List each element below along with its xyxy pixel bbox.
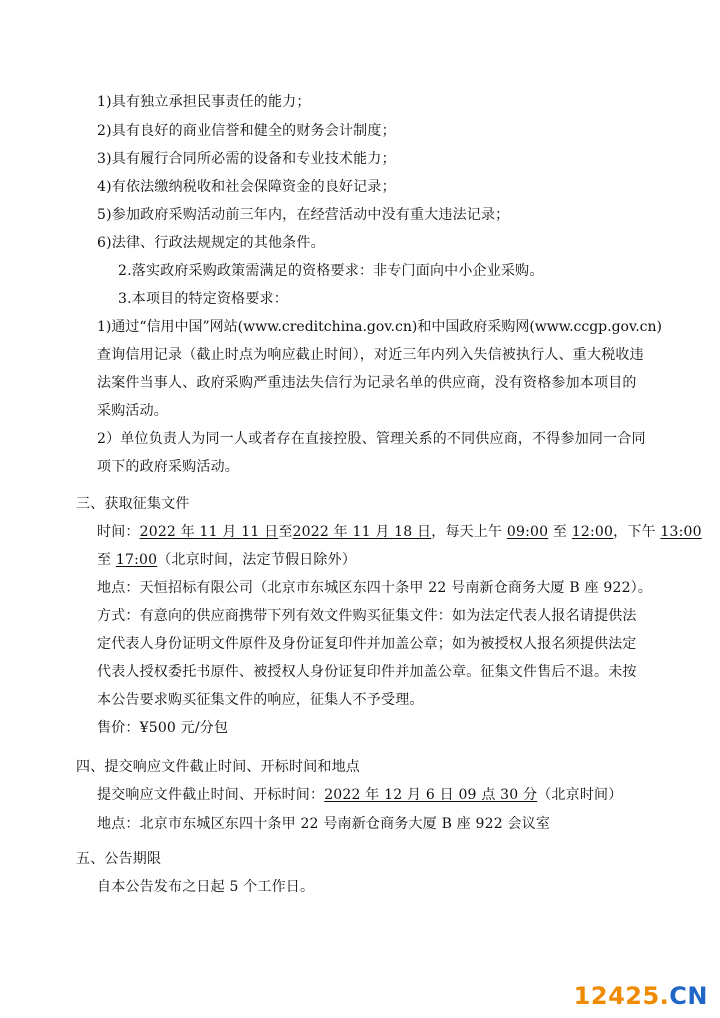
section-4-place: 地点：北京市东城区东四十条甲 22 号南新仓商务大厦 B 座 922 会议室	[97, 816, 551, 832]
am-to: 至	[548, 524, 572, 540]
section-3-method-line-1: 方式：有意向的供应商携带下列有效文件购买征集文件：如为法定代表人报名请提供法	[97, 608, 637, 624]
special-requirement-1-line-4: 采购活动。	[97, 403, 168, 419]
special-requirement-1-line-2: 查询信用记录（截止时点为响应截止时间），对近三年内列入失信被执行人、重大税收违	[97, 347, 644, 363]
section-3-price: 售价：¥500 元/分包	[97, 720, 229, 736]
section-5-text: 自本公告发布之日起 5 个工作日。	[97, 879, 315, 895]
watermark-dot: .	[659, 982, 670, 1010]
section-3-method-line-3: 代表人授权委托书原件、被授权人身份证复印件并加盖公章。征集文件售后不退。未按	[97, 664, 637, 680]
section-3-heading: 三、获取征集文件	[76, 496, 190, 512]
special-requirement-1-line-1: 1)通过“信用中国”网站(www.creditchina.gov.cn)和中国政府采购网(www.ccgp.gov.cn)	[97, 319, 662, 335]
watermark-suffix: CN	[669, 982, 708, 1010]
qualification-item-5: 5)参加政府采购活动前三年内，在经营活动中没有重大违法记录；	[97, 207, 510, 223]
special-requirement-2-line-1: 2）单位负责人为同一人或者存在直接控股、管理关系的不同供应商，不得参加同一合同	[97, 431, 646, 447]
time-start: 2022 年 11 月 11 日	[139, 524, 279, 540]
section-3-place: 地点：天恒招标有限公司（北京市东城区东四十条甲 22 号南新仓商务大厦 B 座 922）。	[97, 580, 653, 596]
special-requirement-2-line-2: 项下的政府采购活动。	[97, 459, 239, 475]
pm-label: ，下午	[613, 524, 661, 540]
watermark-number: 12425	[573, 982, 660, 1010]
deadline-label: 提交响应文件截止时间、开标时间：	[97, 787, 325, 803]
time-label: 时间：	[97, 524, 140, 540]
time-daily: ，每天上午	[431, 524, 507, 540]
special-requirements-heading: 3.本项目的特定资格要求：	[118, 291, 288, 307]
section-3-time-continued	[97, 550, 356, 570]
pm-start: 13:00	[660, 524, 702, 540]
deadline-value: 2022 年 12 月 6 日 09 点 30 分	[324, 787, 538, 803]
pm-to: 至	[97, 552, 116, 568]
section-3-method-line-4: 本公告要求购买征集文件的响应，征集人不予受理。	[97, 692, 424, 708]
pm-end: 17:00	[115, 552, 158, 568]
special-requirement-1-line-3: 法案件当事人、政府采购严重违法失信行为记录名单的供应商，没有资格参加本项目的	[97, 375, 637, 391]
qualification-item-3: 3)具有履行合同所必需的设备和专业技术能力；	[97, 151, 396, 167]
section-4-deadline	[97, 785, 622, 805]
qualification-item-4: 4)有依法缴纳税收和社会保障资金的良好记录；	[97, 179, 396, 195]
am-end: 12:00	[571, 524, 614, 540]
time-note: （北京时间，法定节假日除外）	[157, 552, 357, 568]
section-4-heading: 四、提交响应文件截止时间、开标时间和地点	[76, 759, 360, 775]
qualification-item-6: 6)法律、行政法规规定的其他条件。	[97, 235, 325, 251]
section-3-method-line-2: 定代表人身份证明文件原件及身份证复印件并加盖公章；如为被授权人报名须提供法定	[97, 636, 637, 652]
qualification-item-1: 1)具有独立承担民事责任的能力；	[97, 94, 311, 110]
time-to: 至	[278, 524, 293, 540]
policy-requirement: 2.落实政府采购政策需满足的资格要求：非专门面向中小企业采购。	[118, 263, 544, 279]
site-watermark-logo	[574, 984, 708, 1008]
qualification-item-2: 2)具有良好的商业信誉和健全的财务会计制度；	[97, 123, 396, 139]
am-start: 09:00	[506, 524, 549, 540]
deadline-note: （北京时间）	[537, 787, 623, 803]
section-3-time	[97, 522, 702, 542]
time-end: 2022 年 11 月 18 日	[292, 524, 432, 540]
section-5-heading: 五、公告期限	[76, 851, 162, 867]
